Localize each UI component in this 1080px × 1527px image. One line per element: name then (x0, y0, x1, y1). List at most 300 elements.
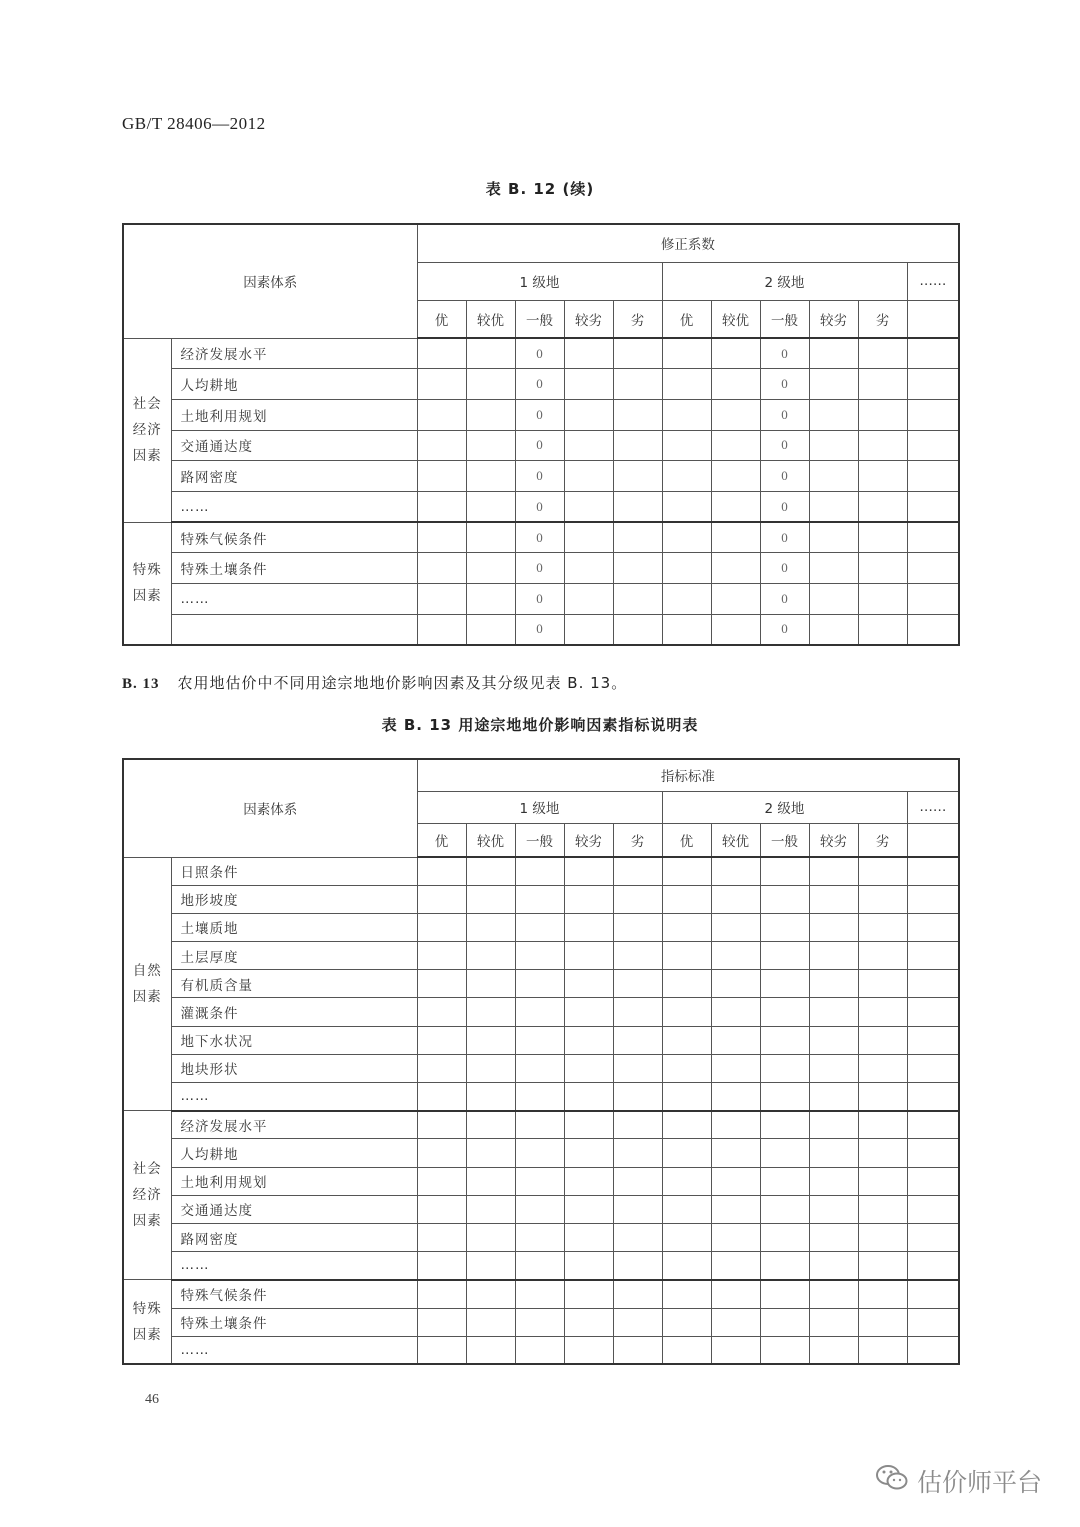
value-cell (417, 491, 466, 522)
value-cell (760, 1336, 809, 1364)
value-cell (858, 1139, 907, 1167)
value-cell (907, 1308, 959, 1336)
factor-name: 灌溉条件 (171, 998, 417, 1026)
value-cell (417, 913, 466, 941)
value-cell (760, 1280, 809, 1308)
value-cell (466, 338, 515, 369)
value-cell (858, 1223, 907, 1251)
factor-name: 路网密度 (171, 461, 417, 492)
value-cell (809, 1223, 858, 1251)
value-cell (515, 1223, 564, 1251)
header-row (123, 224, 959, 262)
factor-name: 经济发展水平 (171, 338, 417, 369)
factor-name: 日照条件 (171, 857, 417, 885)
value-cell (711, 522, 760, 553)
value-cell (564, 998, 613, 1026)
group-label-text: 社会经济因素 (132, 1161, 162, 1230)
value-cell (613, 913, 662, 941)
level-2-header: 2 级地 (662, 791, 907, 823)
value-cell (466, 369, 515, 400)
value-cell (662, 1223, 711, 1251)
factor-name (171, 614, 417, 645)
value-cell (515, 998, 564, 1026)
grade-header: 劣 (858, 300, 907, 338)
value-cell (515, 1252, 564, 1280)
grade-header: 劣 (858, 823, 907, 857)
value-cell (809, 1252, 858, 1280)
value-cell (711, 461, 760, 492)
value-cell (809, 1167, 858, 1195)
value-cell (711, 399, 760, 430)
value-cell (809, 614, 858, 645)
value-cell (613, 1083, 662, 1111)
value-cell: 0 (760, 491, 809, 522)
value-cell (858, 998, 907, 1026)
value-cell (564, 1280, 613, 1308)
grade-header: 较优 (466, 823, 515, 857)
value-cell (907, 1167, 959, 1195)
more-levels-header: …… (907, 262, 959, 300)
factor-name: 土壤质地 (171, 913, 417, 941)
value-cell (515, 857, 564, 885)
value-cell (907, 1026, 959, 1054)
value-cell (564, 1167, 613, 1195)
value-cell (711, 1026, 760, 1054)
value-cell (809, 1083, 858, 1111)
value-cell (417, 857, 466, 885)
table-b12 (122, 223, 960, 646)
value-cell (858, 1083, 907, 1111)
value-cell (760, 942, 809, 970)
value-cell (809, 399, 858, 430)
value-cell (907, 338, 959, 369)
value-cell (564, 553, 613, 584)
table-row (123, 1252, 959, 1280)
value-cell (613, 885, 662, 913)
value-cell (417, 1111, 466, 1139)
value-cell (858, 942, 907, 970)
table-row (123, 369, 959, 400)
table-row (123, 430, 959, 461)
value-cell (858, 1308, 907, 1336)
value-cell (564, 1026, 613, 1054)
grade-header: 劣 (613, 823, 662, 857)
value-cell: 0 (515, 461, 564, 492)
value-cell (907, 430, 959, 461)
value-cell (760, 857, 809, 885)
value-cell (613, 970, 662, 998)
value-cell (907, 970, 959, 998)
value-cell: 0 (515, 614, 564, 645)
value-cell (907, 913, 959, 941)
value-cell (662, 885, 711, 913)
value-cell (907, 553, 959, 584)
value-cell: 0 (515, 338, 564, 369)
value-cell (662, 913, 711, 941)
factor-name: …… (171, 1252, 417, 1280)
value-cell (809, 913, 858, 941)
table-row (123, 1111, 959, 1139)
value-cell: 0 (760, 614, 809, 645)
value-cell (711, 942, 760, 970)
value-cell (515, 1280, 564, 1308)
value-cell (809, 998, 858, 1026)
factor-name: 交通通达度 (171, 430, 417, 461)
grade-header: 劣 (613, 300, 662, 338)
value-cell (417, 1280, 466, 1308)
value-cell (760, 1252, 809, 1280)
value-cell (858, 522, 907, 553)
empty-cell (907, 300, 959, 338)
value-cell (809, 553, 858, 584)
value-cell (662, 857, 711, 885)
grade-header: 优 (417, 300, 466, 338)
table-row (123, 857, 959, 885)
value-cell (613, 369, 662, 400)
page-number: 46 (145, 1392, 159, 1407)
value-cell (466, 1336, 515, 1364)
value-cell (466, 1083, 515, 1111)
value-cell (417, 338, 466, 369)
value-cell: 0 (760, 369, 809, 400)
value-cell: 0 (515, 491, 564, 522)
value-cell (809, 1026, 858, 1054)
group-label-text: 特殊因素 (132, 1300, 162, 1343)
standard-code: GB/T 28406—2012 (122, 114, 266, 133)
value-cell (613, 553, 662, 584)
value-cell (613, 1280, 662, 1308)
value-cell (466, 913, 515, 941)
value-cell (417, 885, 466, 913)
value-cell (760, 1083, 809, 1111)
value-cell (711, 1308, 760, 1336)
factor-name: …… (171, 1083, 417, 1111)
value-cell (564, 970, 613, 998)
value-cell (858, 461, 907, 492)
value-cell (907, 1054, 959, 1082)
value-cell (466, 1280, 515, 1308)
value-cell (662, 942, 711, 970)
header-row (123, 759, 959, 791)
value-cell (466, 1223, 515, 1251)
value-cell (662, 1139, 711, 1167)
value-cell (417, 1223, 466, 1251)
grade-header: 较优 (711, 300, 760, 338)
value-cell (711, 1083, 760, 1111)
grade-header: 优 (662, 823, 711, 857)
value-cell: 0 (515, 369, 564, 400)
value-cell (466, 614, 515, 645)
value-cell (466, 584, 515, 615)
value-cell (613, 998, 662, 1026)
table-b12-caption: 表 B. 12 (续) (485, 180, 595, 198)
value-cell (417, 970, 466, 998)
value-cell (907, 1195, 959, 1223)
value-cell (809, 1280, 858, 1308)
table-row (123, 338, 959, 369)
value-cell (466, 970, 515, 998)
value-cell (613, 857, 662, 885)
value-cell (613, 1195, 662, 1223)
value-cell (907, 998, 959, 1026)
value-cell (907, 885, 959, 913)
value-cell (907, 1111, 959, 1139)
table-b13 (122, 758, 960, 1365)
factor-name: 经济发展水平 (171, 1111, 417, 1139)
watermark (875, 1463, 1042, 1499)
value-cell (417, 584, 466, 615)
value-cell: 0 (515, 399, 564, 430)
value-cell (417, 1252, 466, 1280)
value-cell (417, 614, 466, 645)
value-cell (907, 491, 959, 522)
value-cell (662, 1308, 711, 1336)
value-cell (858, 970, 907, 998)
value-cell (515, 1336, 564, 1364)
table-row (123, 491, 959, 522)
value-cell (564, 584, 613, 615)
value-cell (515, 1054, 564, 1082)
value-cell (809, 1336, 858, 1364)
value-cell: 0 (760, 430, 809, 461)
value-cell (466, 553, 515, 584)
factor-name: …… (171, 491, 417, 522)
value-cell (417, 1026, 466, 1054)
value-cell (613, 461, 662, 492)
factor-name: …… (171, 1336, 417, 1364)
value-cell (466, 461, 515, 492)
value-cell (907, 942, 959, 970)
factor-name: 特殊土壤条件 (171, 553, 417, 584)
grade-header: 较劣 (564, 823, 613, 857)
value-cell (711, 584, 760, 615)
value-cell (564, 1252, 613, 1280)
value-cell (907, 1252, 959, 1280)
value-cell (809, 491, 858, 522)
value-cell (858, 1167, 907, 1195)
wechat-icon (875, 1463, 909, 1499)
value-cell (858, 1195, 907, 1223)
value-cell (564, 1083, 613, 1111)
value-cell (515, 1308, 564, 1336)
value-cell (711, 1280, 760, 1308)
level-1-header: 1 级地 (417, 262, 662, 300)
value-cell (662, 1083, 711, 1111)
value-cell (417, 1167, 466, 1195)
value-cell (417, 998, 466, 1026)
value-cell (858, 614, 907, 645)
value-cell: 0 (760, 399, 809, 430)
factor-name: 土地利用规划 (171, 1167, 417, 1195)
grade-header: 较劣 (564, 300, 613, 338)
value-cell (662, 461, 711, 492)
value-cell (564, 1195, 613, 1223)
value-cell (613, 1223, 662, 1251)
value-cell (466, 885, 515, 913)
value-cell (711, 1195, 760, 1223)
value-cell: 0 (760, 553, 809, 584)
value-cell: 0 (760, 522, 809, 553)
value-cell (515, 1167, 564, 1195)
value-cell (858, 491, 907, 522)
value-cell (466, 1111, 515, 1139)
value-cell (662, 998, 711, 1026)
value-cell (564, 491, 613, 522)
table-b13-caption: 表 B. 13 用途宗地地价影响因素指标说明表 (381, 716, 699, 734)
value-cell (907, 614, 959, 645)
value-cell (466, 430, 515, 461)
value-cell (417, 553, 466, 584)
paragraph-b13 (122, 672, 627, 693)
value-cell (858, 584, 907, 615)
factor-name: 特殊气候条件 (171, 522, 417, 553)
table-row (123, 970, 959, 998)
value-cell (809, 338, 858, 369)
value-cell (466, 491, 515, 522)
value-cell (662, 491, 711, 522)
grade-header: 较优 (466, 300, 515, 338)
value-cell (760, 1308, 809, 1336)
group-label (123, 1111, 171, 1280)
value-cell (711, 614, 760, 645)
value-cell (564, 885, 613, 913)
value-cell (662, 1054, 711, 1082)
value-cell (760, 1139, 809, 1167)
factor-name: 土地利用规划 (171, 399, 417, 430)
value-cell (564, 614, 613, 645)
value-cell (711, 1167, 760, 1195)
grade-header: 一般 (515, 300, 564, 338)
value-cell (809, 970, 858, 998)
value-cell (417, 942, 466, 970)
value-cell: 0 (760, 338, 809, 369)
value-cell: 0 (515, 522, 564, 553)
more-levels-header: …… (907, 791, 959, 823)
value-cell (907, 1280, 959, 1308)
value-cell (711, 1223, 760, 1251)
value-cell (662, 1280, 711, 1308)
value-cell (613, 491, 662, 522)
factor-name: 地形坡度 (171, 885, 417, 913)
value-cell (564, 1308, 613, 1336)
value-cell (466, 857, 515, 885)
value-cell (564, 857, 613, 885)
value-cell (613, 522, 662, 553)
value-cell (515, 1139, 564, 1167)
value-cell (760, 913, 809, 941)
value-cell (809, 885, 858, 913)
value-cell (564, 1336, 613, 1364)
value-cell (711, 369, 760, 400)
value-cell (809, 584, 858, 615)
value-cell (417, 1308, 466, 1336)
value-cell (858, 1054, 907, 1082)
value-cell (711, 885, 760, 913)
watermark-text: 估价师平台 (916, 1468, 1042, 1497)
value-cell (760, 970, 809, 998)
value-cell (417, 522, 466, 553)
value-cell (417, 1336, 466, 1364)
level-2-header: 2 级地 (662, 262, 907, 300)
value-cell (662, 1336, 711, 1364)
factor-system-header: 因素体系 (123, 224, 417, 338)
value-cell (858, 1252, 907, 1280)
value-cell (858, 399, 907, 430)
value-cell (907, 399, 959, 430)
grade-header: 较劣 (809, 300, 858, 338)
super-header: 指标标准 (417, 759, 959, 791)
value-cell (858, 369, 907, 400)
value-cell (662, 1167, 711, 1195)
value-cell (662, 553, 711, 584)
factor-name: 土层厚度 (171, 942, 417, 970)
grade-header: 一般 (760, 300, 809, 338)
value-cell (662, 1026, 711, 1054)
factor-name: 地下水状况 (171, 1026, 417, 1054)
factor-name: 有机质含量 (171, 970, 417, 998)
group-label (123, 1280, 171, 1365)
value-cell (711, 491, 760, 522)
value-cell (760, 1054, 809, 1082)
value-cell (466, 1054, 515, 1082)
factor-system-header: 因素体系 (123, 759, 417, 857)
empty-cell (907, 823, 959, 857)
table-row (123, 1054, 959, 1082)
grade-header: 较优 (711, 823, 760, 857)
value-cell (515, 913, 564, 941)
factor-name: 特殊土壤条件 (171, 1308, 417, 1336)
value-cell (466, 522, 515, 553)
value-cell (760, 1167, 809, 1195)
factor-name: 路网密度 (171, 1223, 417, 1251)
value-cell (711, 1252, 760, 1280)
table-row (123, 1195, 959, 1223)
value-cell (417, 1139, 466, 1167)
table-row (123, 1308, 959, 1336)
factor-name: 地块形状 (171, 1054, 417, 1082)
table-row (123, 461, 959, 492)
value-cell (809, 430, 858, 461)
value-cell (613, 1336, 662, 1364)
value-cell (613, 614, 662, 645)
value-cell (760, 1223, 809, 1251)
value-cell: 0 (515, 430, 564, 461)
value-cell (662, 522, 711, 553)
value-cell (711, 913, 760, 941)
value-cell (858, 857, 907, 885)
value-cell (515, 1083, 564, 1111)
factor-name: 交通通达度 (171, 1195, 417, 1223)
table-row (123, 584, 959, 615)
value-cell (564, 1054, 613, 1082)
value-cell (809, 369, 858, 400)
value-cell (564, 461, 613, 492)
value-cell (564, 338, 613, 369)
value-cell (760, 1111, 809, 1139)
value-cell (564, 369, 613, 400)
value-cell (858, 338, 907, 369)
value-cell (907, 369, 959, 400)
value-cell (711, 430, 760, 461)
value-cell (760, 885, 809, 913)
value-cell (466, 942, 515, 970)
grade-header: 优 (662, 300, 711, 338)
value-cell (809, 461, 858, 492)
value-cell (907, 584, 959, 615)
table-row (123, 614, 959, 645)
value-cell (564, 430, 613, 461)
value-cell (662, 338, 711, 369)
